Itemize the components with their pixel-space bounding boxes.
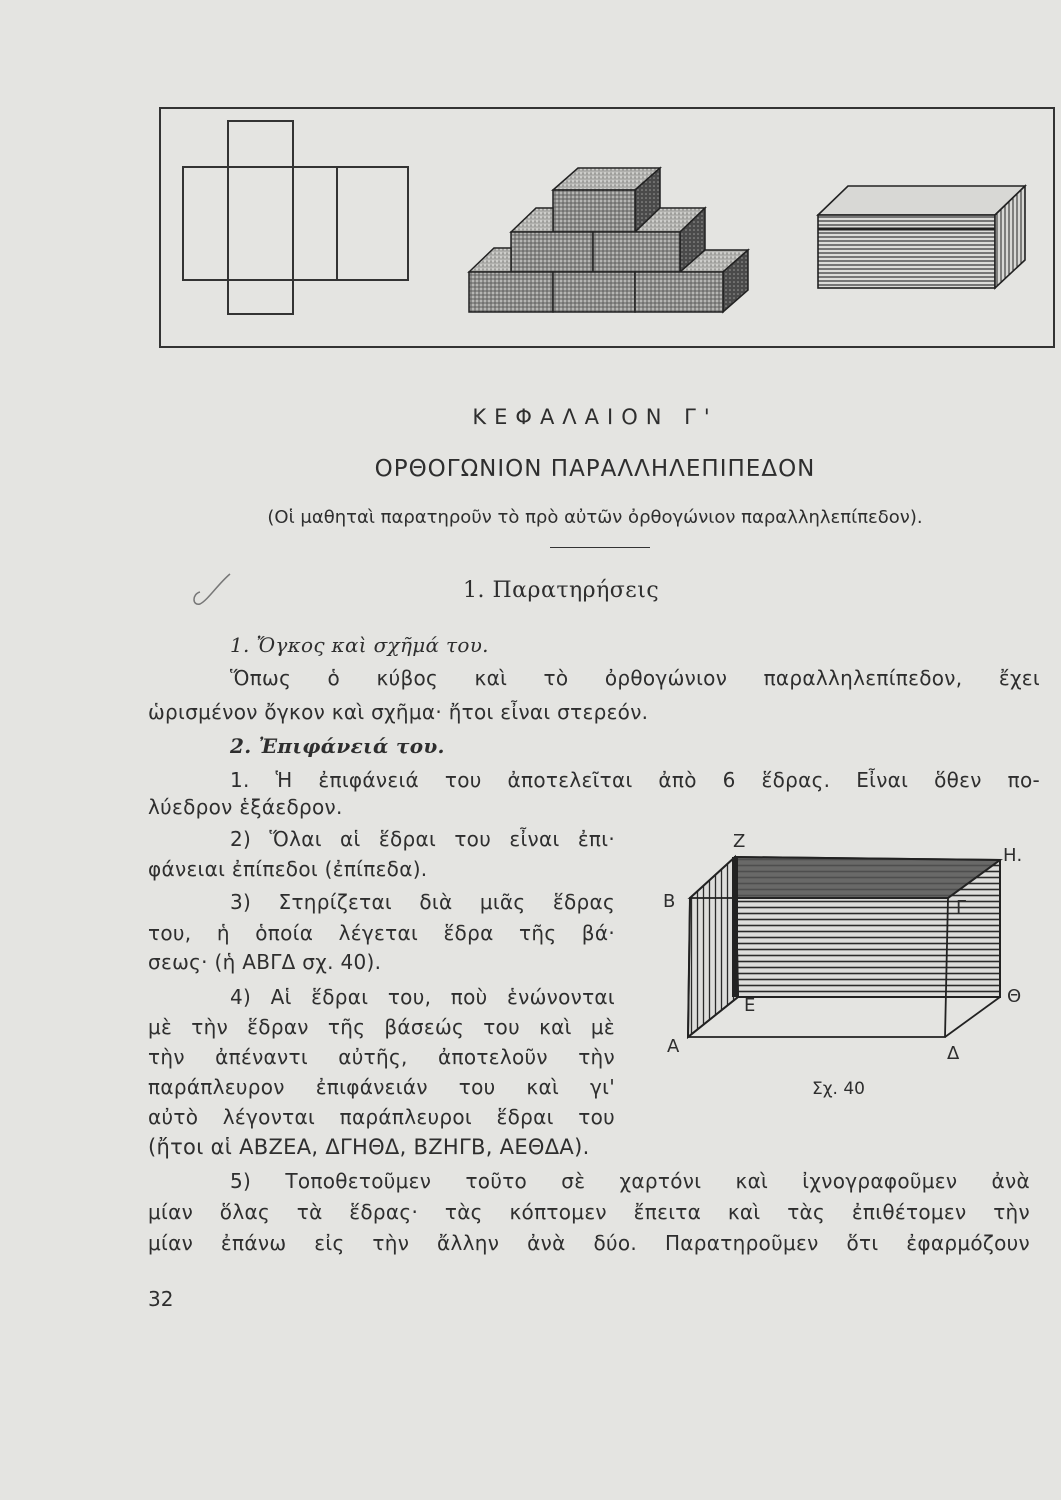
text-line: 2) Ὅλαι αἱ ἕδραι του εἶναι ἐπι· (230, 827, 615, 851)
subheading-volume-shape: 1. Ὄγκος καὶ σχῆμά του. (230, 633, 489, 657)
subheading-surface: 2. Ἐπιφάνειά του. (230, 734, 445, 758)
text-line: μίαν ὅλας τὰ ἕδρας· τὰς κόπτομεν ἔπειτα καὶ τὰς ἐπιθέτομεν τὴν (148, 1200, 1030, 1224)
chapter-label: ΚΕΦΑΛΑΙΟΝ Γ' (472, 405, 718, 429)
vertex-label-g: Γ (956, 897, 967, 918)
open-box-drawing (818, 186, 1025, 288)
header-illustration (0, 0, 1061, 360)
text-line: του, ἡ ὁποία λέγεται ἕδρα τῆς βά· (148, 921, 615, 945)
text-line: 5) Τοποθετοῦμεν τοῦτο σὲ χαρτόνι καὶ ἰχνογραφοῦμεν ἀνὰ (230, 1169, 1030, 1193)
text-line: σεως· (ἡ ΑΒΓΔ σχ. 40). (148, 950, 382, 974)
text-line: ὡρισμένον ὄγκον καὶ σχῆμα· ἤτοι εἶναι στερεόν. (148, 700, 649, 724)
vertex-label-b: Β (663, 891, 676, 912)
text-line: 4) Αἱ ἕδραι του, ποὺ ἑνώνονται (230, 985, 615, 1009)
vertex-label-a: Α (667, 1036, 680, 1057)
figure-40-parallelepiped (640, 830, 1040, 1120)
text-line: λύεδρον ἑξάεδρον. (148, 795, 343, 819)
chapter-subtitle: (Οἱ μαθηταὶ παρατηροῦν τὸ πρὸ αὐτῶν ὀρθογώνιον παραλληλεπίπεδον). (267, 507, 923, 528)
text-line: Ὅπως ὁ κύβος καὶ τὸ ὀρθογώνιον παραλληλεπίπεδον, ἔχει (230, 666, 1040, 690)
chapter-title: ΟΡΘΟΓΩΝΙΟΝ ΠΑΡΑΛΛΗΛΕΠΙΠΕΔΟΝ (374, 456, 816, 482)
divider (550, 547, 650, 548)
text-line: φάνειαι ἐπίπεδοι (ἐπίπεδα). (148, 857, 428, 881)
text-line: 3) Στηρίζεται διὰ μιᾶς ἕδρας (230, 890, 615, 914)
stacked-blocks-drawing (469, 168, 748, 312)
figure-caption: Σχ. 40 (812, 1079, 866, 1099)
section-heading: 1. Παρατηρήσεις (463, 578, 660, 603)
text-line: μὲ τὴν ἕδραν τῆς βάσεώς του καὶ μὲ (148, 1015, 615, 1039)
vertex-label-e: Ε (744, 995, 756, 1016)
vertex-label-th: Θ (1007, 986, 1022, 1007)
vertex-label-d: Δ (947, 1043, 960, 1064)
text-line: μίαν ἐπάνω εἰς τὴν ἄλλην ἀνὰ δύο. Παρατηροῦμεν ὅτι ἐφαρμόζουν (148, 1231, 1030, 1255)
handwritten-check-mark (188, 572, 238, 608)
text-line: 1. Ἡ ἐπιφάνειά του ἀποτελεῖται ἀπὸ 6 ἕδρας. Εἶναι ὅθεν πο- (230, 768, 1040, 792)
page-number: 32 (148, 1287, 174, 1311)
vertex-label-z: Ζ (733, 831, 746, 852)
text-line: αὐτὸ λέγονται παράπλευροι ἕδραι του (148, 1105, 615, 1129)
text-line: τὴν ἀπέναντι αὐτῆς, ἀποτελοῦν τὴν (148, 1045, 615, 1069)
vertex-label-h: Η. (1003, 845, 1023, 866)
cube-net-drawing (183, 121, 408, 314)
text-line: παράπλευρον ἐπιφάνειάν του καὶ γι' (148, 1075, 615, 1099)
text-line: (ἤτοι αἱ ΑΒΖΕΑ, ΔΓΗΘΔ, ΒΖΗΓΒ, ΑΕΘΔΑ). (148, 1135, 590, 1159)
